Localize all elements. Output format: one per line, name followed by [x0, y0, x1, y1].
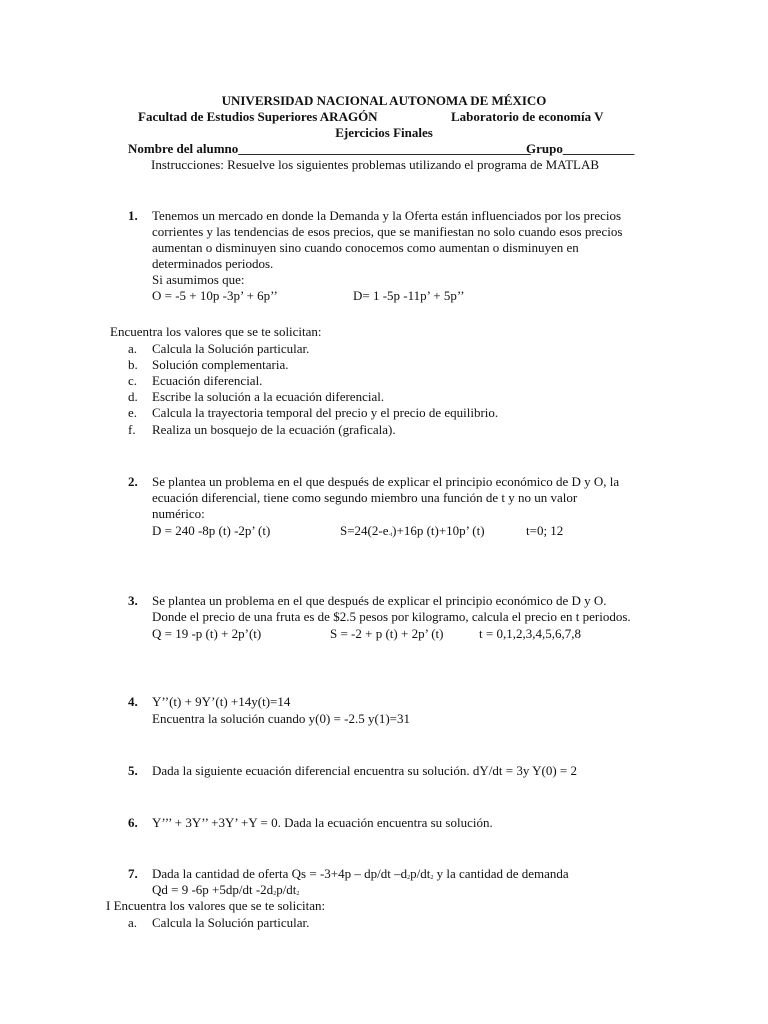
group-field [526, 141, 634, 157]
list-item: Solución complementaria. [152, 357, 289, 372]
student-name-label: Nombre del alumno [128, 141, 239, 156]
problem-2-line: numérico: [152, 506, 205, 521]
problem-7-line: Qd = 9 -6p +5dp/dt $-2d_2p/dt_2$ [152, 882, 300, 897]
supply-equation: O = -5 + 10p -3p’ + 6p’’ [152, 288, 278, 303]
list-item-letter: a. [128, 341, 138, 356]
problem-1-line: Tenemos un mercado en donde la Demanda y la Oferta están influenciados por los precios [152, 208, 622, 223]
problem-3-number: 3. [128, 593, 138, 608]
problem-5-number: 5. [128, 763, 138, 778]
demand-equation-2: D = 240 -8p (t) -2p’ (t) [152, 523, 271, 538]
demand-equation: D= 1 -5p -11p’ + 5p’’ [353, 288, 465, 303]
faculty-name: Facultad de Estudios Superiores ARAGÓN [138, 109, 378, 124]
problem-4-number: 4. [128, 694, 138, 709]
course-name: Laboratorio de economía V [451, 109, 604, 124]
list-item: Calcula la Solución particular. [152, 341, 310, 356]
list-item: Escribe la solución a la ecuación diferencial. [152, 389, 385, 404]
problem-4-text: Encuentra la solución cuando y(0) = -2.5 y(1)=31 [152, 711, 410, 726]
student-name-blank: _____________________________________________ [238, 141, 531, 156]
list-item: Ecuación diferencial. [152, 373, 263, 388]
list-item: Realiza un bosquejo de la ecuación (graficala). [152, 422, 396, 437]
supply-equation-3: S = -2 + p (t) + 2p’ (t) [330, 626, 444, 641]
problem-2-number: 2. [128, 474, 138, 489]
group-blank: ___________ [562, 141, 635, 156]
problem-7-number: 7. [128, 866, 138, 881]
list-item-letter: a. [128, 915, 138, 930]
document-title: Ejercicios Finales [335, 125, 433, 140]
time-range-2: t=0; 12 [526, 523, 564, 538]
demand-equation-3: Q = 19 -p (t) + 2p’(t) [152, 626, 262, 641]
problem-6-text: Y’’’ + 3Y’’ +3Y’ +Y = 0. Dada la ecuación encuentra su solución. [152, 815, 493, 830]
problem-1-line: determinados periodos. [152, 256, 274, 271]
problem-7-intro: I Encuentra los valores que se te solicitan: [106, 898, 326, 913]
list-item: Calcula la Solución particular. [152, 915, 310, 930]
student-name-field [128, 141, 531, 157]
problem-3-line: Se plantea un problema en el que después de explicar el principio económico de D y O. [152, 593, 607, 608]
list-item-letter: f. [128, 422, 136, 437]
list-item-letter: d. [128, 389, 138, 404]
problem-1-line: aumentan o disminuyen sino cuando conocemos como aumentan o disminuyen en [152, 240, 579, 255]
problem-2-line: Se plantea un problema en el que después de explicar el principio económico de D y O, la [152, 474, 620, 489]
problem-1-number: 1. [128, 208, 138, 223]
problem-1-intro: Encuentra los valores que se te solicitan: [110, 324, 322, 339]
supply-equation-2: $S=24(2-e_{-t})+16p$ (t)+10p’ (t) [340, 523, 485, 538]
problem-5-text: Dada la siguiente ecuación diferencial encuentra su solución. dY/dt = 3y Y(0) = 2 [152, 763, 577, 778]
instructions: Instrucciones: Resuelve los siguientes problemas utilizando el programa de MATLAB [151, 157, 600, 172]
time-range-3: t = 0,1,2,3,4,5,6,7,8 [479, 626, 581, 641]
group-label: Grupo [526, 141, 563, 156]
problem-1-line: Si asumimos que: [152, 272, 245, 287]
problem-6-number: 6. [128, 815, 138, 830]
list-item: Calcula la trayectoria temporal del precio y el precio de equilibrio. [152, 405, 499, 420]
problem-4-equation: Y’’(t) + 9Y’(t) +14y(t)=14 [152, 694, 291, 709]
problem-7-line: Dada la cantidad de oferta Qs = -3+4p – dp/dt $-d_2p/dt_2$ y la cantidad de demanda [152, 866, 569, 881]
problem-1-line: corrientes y las tendencias de esos precios, que se manifiestan no solo cuando esos precios [152, 224, 623, 239]
list-item-letter: e. [128, 405, 138, 420]
university-title: UNIVERSIDAD NACIONAL AUTONOMA DE MÉXICO [221, 93, 547, 108]
problem-2-line: ecuación diferencial, tiene como segundo miembro una función de t y no un valor [152, 490, 578, 505]
list-item-letter: c. [128, 373, 138, 388]
problem-3-line: Donde el precio de una fruta es de $2.5 pesos por kilogramo, calcula el precio en t periodos. [152, 609, 631, 624]
list-item-letter: b. [128, 357, 138, 372]
